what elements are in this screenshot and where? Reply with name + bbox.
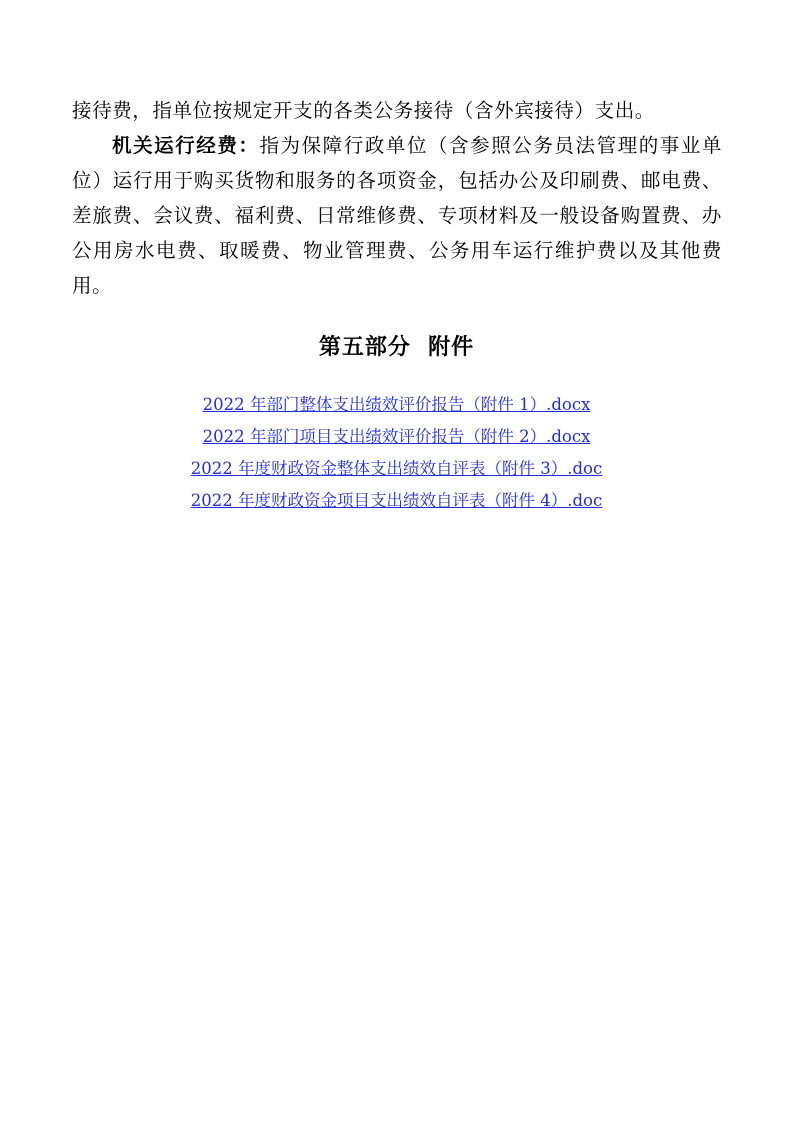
- paragraph-hospitality: [72, 93, 722, 128]
- attachment-item: [0, 453, 793, 485]
- attachment-item: [0, 421, 793, 453]
- section-title: 第五部分 附件: [318, 335, 475, 360]
- attachment-link-2[interactable]: 2022 年部门项目支出绩效评价报告（附件 2）.docx: [202, 427, 591, 446]
- attachment-item: [0, 389, 793, 421]
- attachment-item: [0, 485, 793, 517]
- definition-operating-expenses: 指为保障行政单位（含参照公务员法管理的事业单位）运行用于购买货物和服务的各项资金，包括办公及印刷费、邮电费、差旅费、会议费、福利费、日常维修费、专项材料及一般设备购置费、办公用房水电费、取暖费、物业管理费、公务用车运行维护费以及其他费用。: [72, 134, 723, 297]
- term-operating-expenses: 机关运行经费：: [112, 134, 260, 157]
- attachment-link-3[interactable]: 2022 年度财政资金整体支出绩效自评表（附件 3）.doc: [190, 459, 603, 478]
- attachment-link-1[interactable]: 2022 年部门整体支出绩效评价报告（附件 1）.docx: [202, 395, 591, 414]
- attachment-link-4[interactable]: 2022 年度财政资金项目支出绩效自评表（附件 4）.doc: [190, 491, 603, 510]
- paragraph-hospitality-text: 接待费，指单位按规定开支的各类公务接待（含外宾接待）支出。: [72, 99, 655, 122]
- attachment-list: [0, 389, 793, 517]
- paragraph-operating-expenses: [72, 128, 722, 303]
